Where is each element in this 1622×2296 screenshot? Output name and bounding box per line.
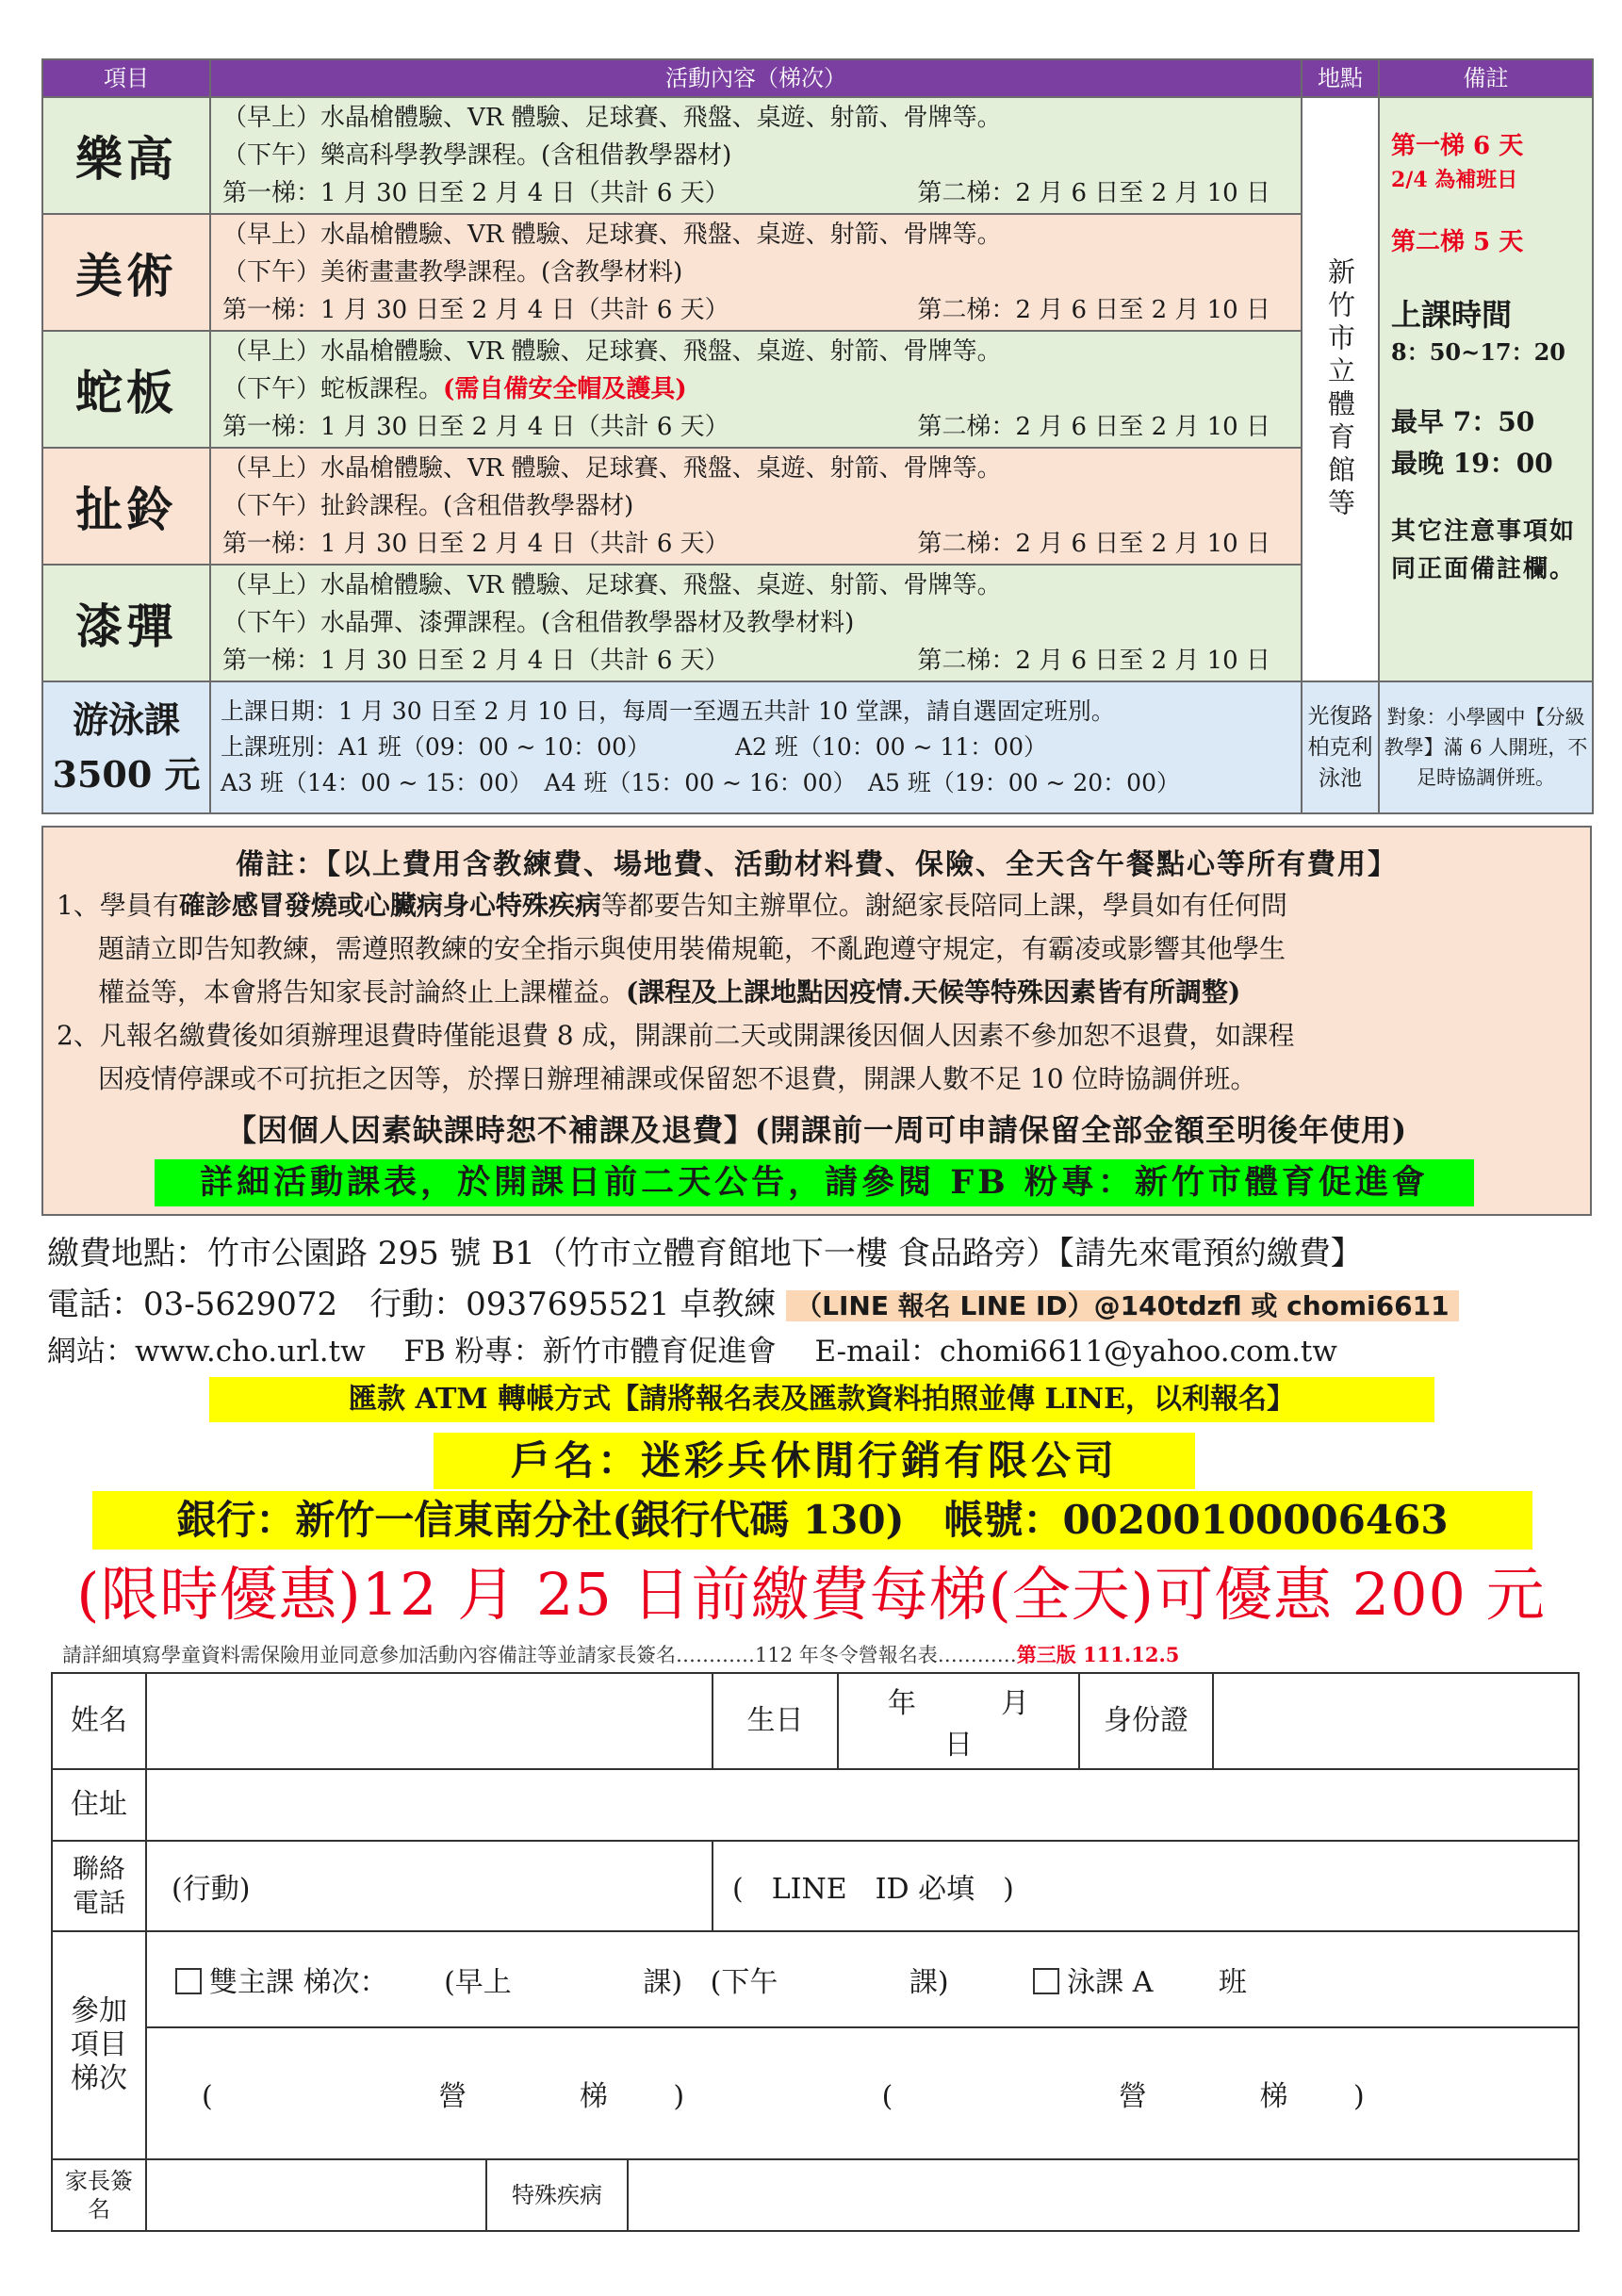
morning-label: (早上 bbox=[444, 1966, 512, 1999]
activity-name: 扯鈴 bbox=[42, 448, 210, 565]
activity-name: 樂高 bbox=[42, 97, 210, 214]
swim-name-cell bbox=[42, 681, 210, 813]
activity-afternoon: （下午）扯鈴課程。(含租借教學器材) bbox=[222, 492, 634, 520]
note-earliest-latest bbox=[1391, 402, 1581, 484]
remarks-bold-text: 確診感冒發燒或心臟病身心特殊疾病 bbox=[178, 890, 601, 921]
label-name: 姓名 bbox=[52, 1673, 146, 1769]
schedule-batch-1: 第一梯：1 月 30 日至 2 月 4 日（共計 6 天） bbox=[222, 530, 729, 558]
swim-classes-1 bbox=[221, 730, 1291, 765]
swim-class-a1: 上課班別：A1 班（09：00 ~ 10：00） bbox=[221, 733, 650, 761]
activity-schedule bbox=[222, 642, 1289, 680]
course-label-2: 課) bbox=[909, 1966, 949, 1999]
remarks-box bbox=[41, 826, 1592, 1216]
form-row-contact bbox=[52, 1841, 1579, 1931]
fb-announcement: 詳細活動課表，於開課日前二天公告，請參閱 FB 粉專：新竹市體育促進會 bbox=[155, 1159, 1474, 1206]
schedule-batch-2: 第二梯：2 月 6 日至 2 月 10 日 bbox=[917, 413, 1270, 441]
special-disease-field[interactable] bbox=[628, 2159, 1579, 2231]
activity-morning: （早上）水晶槍體驗、VR 體驗、足球賽、飛盤、桌遊、射箭、骨牌等。 bbox=[222, 571, 1002, 599]
note-other: 其它注意事項如同正面備註欄。 bbox=[1391, 517, 1577, 583]
header-note: 備註 bbox=[1379, 59, 1593, 97]
payment-location: 繳費地點：竹市公園路 295 號 B1（竹市立體育館地下一樓 食品路旁）【請先來電預約繳費】 bbox=[47, 1235, 1363, 1272]
label-id: 身份證 bbox=[1080, 1674, 1214, 1768]
form-instruction bbox=[62, 1640, 1179, 1668]
course-label-1: 課) bbox=[643, 1966, 683, 1999]
course-selection bbox=[146, 1931, 1579, 2027]
form-version: 第三版 111.12.5 bbox=[1016, 1643, 1180, 1666]
remarks-text: 1、學員有 bbox=[57, 890, 179, 921]
notes-cell bbox=[1379, 97, 1593, 681]
activity-morning: （早上）水晶槍體驗、VR 體驗、足球賽、飛盤、桌遊、射箭、骨牌等。 bbox=[222, 104, 1002, 132]
activity-afternoon: （下午）美術畫畫教學課程。(含教學材料) bbox=[222, 258, 683, 287]
location-main: 新竹市立體育館等 bbox=[1324, 257, 1356, 521]
camp-1-open: ( bbox=[202, 2080, 213, 2113]
swim-classes-2: A3 班（14：00 ~ 15：00） A4 班（15：00 ~ 16：00） A5 班（19：00 ~ 20：00） bbox=[221, 769, 1180, 796]
activity-afternoon: （下午）樂高科學教學課程。(含租借教學器材) bbox=[222, 141, 732, 170]
activity-name: 美術 bbox=[42, 214, 210, 331]
remarks-text: 等都要告知主辦單位。謝絕家長陪同上課，學員如有任何問 bbox=[600, 890, 1287, 921]
swim-location: 光復路柏克利泳池 bbox=[1302, 681, 1379, 813]
activity-schedule bbox=[222, 408, 1289, 446]
phone-line bbox=[47, 1278, 1459, 1324]
label-contact-phone: 聯絡電話 bbox=[52, 1841, 146, 1931]
camp-2-open: ( bbox=[881, 2080, 893, 2113]
activity-schedule bbox=[222, 525, 1289, 563]
schedule-batch-1: 第一梯：1 月 30 日至 2 月 4 日（共計 6 天） bbox=[222, 647, 729, 675]
label-parent-signature: 家長簽名 bbox=[52, 2159, 146, 2231]
form-row-name bbox=[52, 1673, 1579, 1769]
swim-dates: 上課日期：1 月 30 日至 2 月 10 日，每周一至週五共計 10 堂課，請自選固定班別。 bbox=[221, 697, 1115, 725]
label-join: 參加項目梯次 bbox=[52, 1931, 146, 2159]
activity-table-header bbox=[42, 59, 1593, 97]
form-instruction-text: 請詳細填寫學童資料需保險用並同意參加活動內容備註等並請家長簽名…………112 年冬令營報名表………… bbox=[62, 1644, 1017, 1666]
activity-content bbox=[210, 448, 1302, 565]
camp-2-ying: 營 bbox=[1118, 2080, 1147, 2113]
class-label: 班 bbox=[1218, 1966, 1247, 1999]
checkbox-icon[interactable] bbox=[1033, 1968, 1059, 1994]
note-make-up-day: 2/4 為補班日 bbox=[1391, 168, 1518, 192]
activity-table bbox=[41, 58, 1594, 814]
form-row-join-2 bbox=[52, 2027, 1579, 2159]
remarks-item-2-line-2: 因疫情停課或不可抗拒之因等，於擇日辦理補課或保留恕不退費，開課人數不足 10 位時協調併班。 bbox=[98, 1063, 1257, 1094]
no-refund-notice: 【因個人因素缺課時恕不補課及退費】(開課前一周可申請保留全部金額至明後年使用) bbox=[225, 1112, 1408, 1148]
label-birthday: 生日 bbox=[713, 1673, 838, 1769]
activity-content bbox=[210, 97, 1302, 214]
schedule-batch-1: 第一梯：1 月 30 日至 2 月 4 日（共計 6 天） bbox=[222, 179, 729, 207]
line-id[interactable]: （LINE 報名 LINE ID）@140tdzfl 或 chomi6611 bbox=[786, 1290, 1458, 1321]
note-batch-1 bbox=[1391, 126, 1581, 194]
remarks-item-1-line-3 bbox=[98, 971, 1240, 1014]
schedule-batch-2: 第二梯：2 月 6 日至 2 月 10 日 bbox=[917, 530, 1270, 558]
early-bird-promo: (限時優惠)12 月 25 日前繳費每梯(全天)可優惠 200 元 bbox=[76, 1560, 1546, 1629]
camp-1-close: ) bbox=[673, 2080, 685, 2113]
account-name: 戶名：迷彩兵休閒行銷有限公司 bbox=[434, 1433, 1195, 1489]
label-address: 住址 bbox=[52, 1769, 146, 1841]
camp-1-ying: 營 bbox=[438, 2080, 467, 2113]
id-cell bbox=[1079, 1673, 1579, 1769]
swim-content bbox=[210, 681, 1302, 813]
note-latest: 最晚 19：00 bbox=[1391, 448, 1553, 479]
swim-name: 游泳課 bbox=[72, 698, 180, 741]
schedule-batch-2: 第二梯：2 月 6 日至 2 月 10 日 bbox=[917, 179, 1270, 207]
label-special-disease: 特殊疾病 bbox=[486, 2159, 628, 2231]
activity-name: 漆彈 bbox=[42, 565, 210, 681]
form-row-address bbox=[52, 1769, 1579, 1841]
activity-afternoon-text: （下午）蛇板課程。 bbox=[222, 375, 444, 403]
checkbox-icon[interactable] bbox=[175, 1968, 202, 1994]
remarks-bold-text: (課程及上課地點因疫情.天候等特殊因素皆有所調整) bbox=[626, 976, 1241, 1008]
schedule-batch-2: 第二梯：2 月 6 日至 2 月 10 日 bbox=[917, 296, 1270, 324]
remarks-item-1-line-1 bbox=[57, 884, 1287, 927]
schedule-batch-2: 第二梯：2 月 6 日至 2 月 10 日 bbox=[917, 647, 1270, 675]
birthday-field[interactable]: 年 月 日 bbox=[838, 1673, 1079, 1769]
header-location: 地點 bbox=[1302, 59, 1379, 97]
parent-signature-field[interactable] bbox=[146, 2159, 486, 2231]
swim-course-label: 泳課 A bbox=[1067, 1966, 1154, 1999]
schedule-batch-1: 第一梯：1 月 30 日至 2 月 4 日（共計 6 天） bbox=[222, 413, 729, 441]
camp-2-ti: 梯 bbox=[1259, 2080, 1288, 2113]
note-class-hours: 8：50~17：20 bbox=[1391, 338, 1566, 366]
activity-row-lego bbox=[42, 97, 1593, 214]
camp-2-close: ) bbox=[1352, 2080, 1365, 2113]
header-item: 項目 bbox=[42, 59, 210, 97]
activity-content bbox=[210, 331, 1302, 448]
registration-form bbox=[51, 1672, 1580, 2232]
remarks-item-1-line-2: 題請立即告知教練，需遵照教練的安全指示與使用裝備規範，不亂跑遵守規定，有霸凌或影響其他學生 bbox=[98, 933, 1286, 964]
swim-price: 3500 元 bbox=[52, 753, 201, 795]
camp-1-ti: 梯 bbox=[579, 2080, 608, 2113]
double-course-label: 雙主課 梯次： bbox=[209, 1966, 388, 1999]
atm-transfer-notice: 匯款 ATM 轉帳方式【請將報名表及匯款資料拍照並傳 LINE，以利報名】 bbox=[209, 1377, 1434, 1422]
activity-morning: （早上）水晶槍體驗、VR 體驗、足球賽、飛盤、桌遊、射箭、骨牌等。 bbox=[222, 454, 1002, 483]
line-id-field[interactable]: ( LINE ID 必填 ) bbox=[713, 1841, 1579, 1931]
address-field[interactable] bbox=[146, 1769, 1579, 1841]
afternoon-label: (下午 bbox=[710, 1966, 778, 1999]
activity-row-swimming bbox=[42, 681, 1593, 813]
activity-morning: （早上）水晶槍體驗、VR 體驗、足球賽、飛盤、桌遊、射箭、骨牌等。 bbox=[222, 221, 1002, 249]
swim-class-a2: A2 班（10：00 ~ 11：00） bbox=[735, 733, 1047, 761]
camp-selection[interactable] bbox=[146, 2027, 1579, 2159]
bank-account: 銀行：新竹一信東南分社(銀行代碼 130) 帳號：00200100006463 bbox=[92, 1491, 1532, 1550]
activity-name: 蛇板 bbox=[42, 331, 210, 448]
activity-morning: （早上）水晶槍體驗、VR 體驗、足球賽、飛盤、桌遊、射箭、骨牌等。 bbox=[222, 337, 1002, 366]
activity-content bbox=[210, 214, 1302, 331]
note-class-time: 上課時間 bbox=[1391, 297, 1513, 333]
header-content: 活動內容（梯次） bbox=[210, 59, 1302, 97]
name-field[interactable] bbox=[146, 1673, 713, 1769]
website-line[interactable]: 網站：www.cho.url.tw FB 粉專：新竹市體育促進會 E-mail：chomi6611@yahoo.com.tw bbox=[47, 1335, 1337, 1369]
remarks-text: 權益等，本會將告知家長討論終止上課權益。 bbox=[98, 976, 627, 1008]
phone-numbers: 電話：03-5629072 行動：0937695521 卓教練 bbox=[47, 1286, 777, 1323]
swim-note: 對象：小學國中【分級教學】滿 6 人開班，不足時協調併班。 bbox=[1379, 681, 1593, 813]
form-row-join-1 bbox=[52, 1931, 1579, 2027]
activity-schedule bbox=[222, 174, 1289, 212]
mobile-field[interactable]: (行動) bbox=[146, 1841, 713, 1931]
id-field[interactable] bbox=[1214, 1674, 1578, 1768]
activity-content bbox=[210, 565, 1302, 681]
form-row-parent bbox=[52, 2159, 1579, 2231]
remarks-item-2-line-1: 2、凡報名繳費後如須辦理退費時僅能退費 8 成，開課前二天或開課後因個人因素不參加恕不退費，如課程 bbox=[57, 1020, 1295, 1051]
note-earliest: 最早 7：50 bbox=[1391, 406, 1535, 437]
activity-schedule bbox=[222, 291, 1289, 329]
activity-afternoon bbox=[222, 370, 1289, 408]
note-batch-1-days: 第一梯 6 天 bbox=[1391, 132, 1524, 160]
activity-afternoon-warning: (需自備安全帽及護具) bbox=[443, 375, 687, 403]
schedule-batch-1: 第一梯：1 月 30 日至 2 月 4 日（共計 6 天） bbox=[222, 296, 729, 324]
location-cell bbox=[1302, 97, 1379, 681]
activity-afternoon: （下午）水晶彈、漆彈課程。(含租借教學器材及教學材料) bbox=[222, 609, 855, 637]
remarks-title: 備註：【以上費用含教練費、場地費、活動材料費、保險、全天含午餐點心等所有費用】 bbox=[236, 848, 1398, 881]
note-batch-2: 第二梯 5 天 bbox=[1391, 228, 1524, 256]
